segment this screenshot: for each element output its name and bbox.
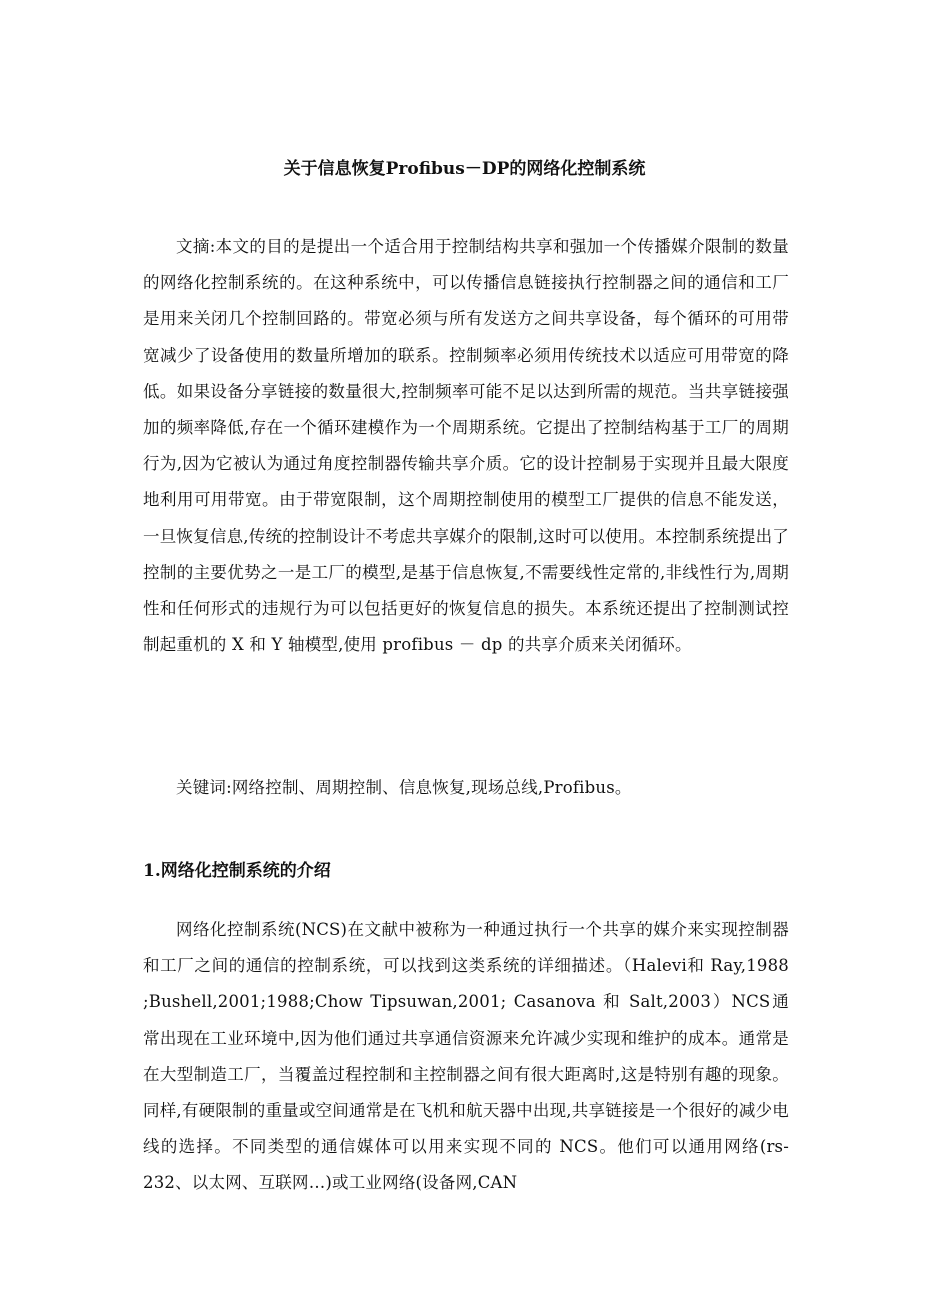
intro-paragraph: 网络化控制系统(NCS)在文献中被称为一种通过执行一个共享的媒介来实现控制器和工厂之间的通信的控制系统，可以找到这类系统的详细描述。（Halevi和 Ray,1988 ;Bushell,2001;1988;Chow Tipsuwan,2001; Casanova 和 Salt,2003）NCS通常出现在工业环境中,因为他们通过共享通信资源来允许减少实现和维护的成本。通常是在大型制造工厂，当覆盖过程控制和主控制器之间有很大距离时,这是特别有趣的现象。同样,有硬限制的重量或空间通常是在飞机和航天器中出现,共享链接是一个很好的减少电线的选择。不同类型的通信媒体可以用来实现不同的 NCS。他们可以通用网络(rs-232、以太网、互联网…)或工业网络(设备网,CAN <box>143 920 789 1193</box>
abstract-paragraph: 文摘:本文的目的是提出一个适合用于控制结构共享和强加一个传播媒介限制的数量的网络化控制系统的。在这种系统中，可以传播信息链接执行控制器之间的通信和工厂是用来关闭几个控制回路的。带宽必须与所有发送方之间共享设备，每个循环的可用带宽减少了设备使用的数量所增加的联系。控制频率必须用传统技术以适应可用带宽的降低。如果设备分享链接的数量很大,控制频率可能不足以达到所需的规范。当共享链接强加的频率降低,存在一个循环建模作为一个周期系统。它提出了控制结构基于工厂的周期行为,因为它被认为通过角度控制器传输共享介质。它的设计控制易于实现并且最大限度地利用可用带宽。由于带宽限制，这个周期控制使用的模型工厂提供的信息不能发送，一旦恢复信息,传统的控制设计不考虑共享媒介的限制,这时可以使用。本控制系统提出了控制的主要优势之一是工厂的模型,是基于信息恢复,不需要线性定常的,非线性行为,周期性和任何形式的违规行为可以包括更好的恢复信息的损失。本系统还提出了控制测试控制起重机的 X 和 Y 轴模型,使用 profibus － dp 的共享介质来关闭循环。 <box>143 237 789 655</box>
section-heading: 1.网络化控制系统的介绍 <box>143 861 331 881</box>
document-title: 关于信息恢复Profibus－DP的网络化控制系统 <box>283 159 646 179</box>
keywords-line: 关键词:网络控制、周期控制、信息恢复,现场总线,Profibus。 <box>176 778 632 797</box>
